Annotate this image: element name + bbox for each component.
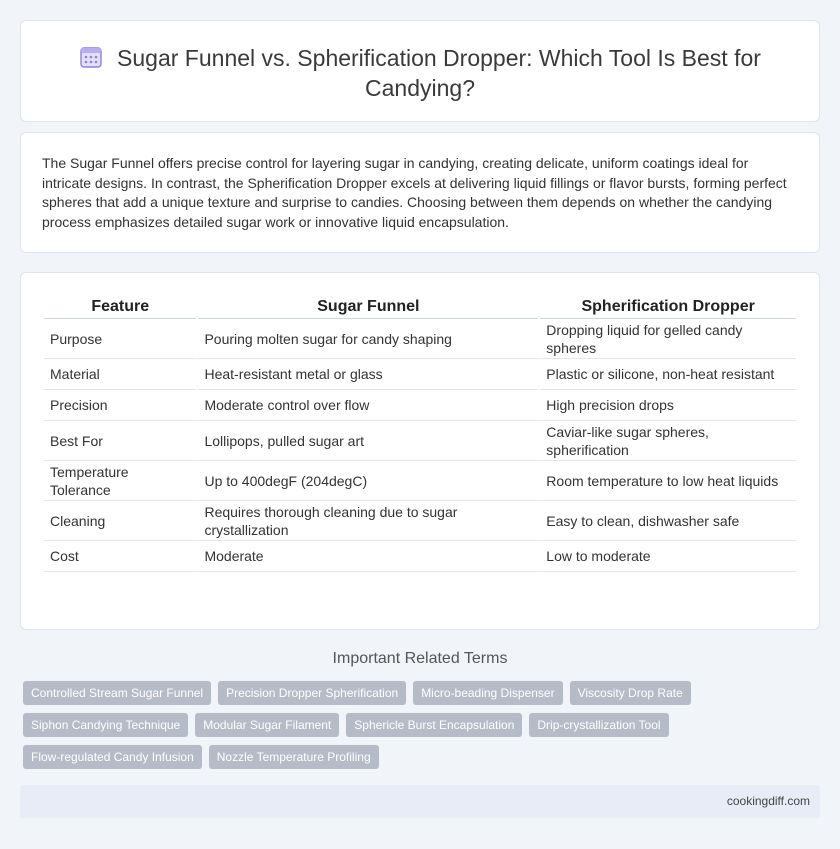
table-cell-sugar-funnel: Moderate (198, 541, 538, 572)
header-feature: Feature (44, 295, 196, 319)
table-row (44, 541, 796, 572)
related-term-tag[interactable]: Modular Sugar Filament (195, 713, 339, 737)
table-row (44, 319, 796, 359)
table-cell-feature: Cleaning (44, 501, 196, 541)
table-cell-feature: Best For (44, 421, 196, 461)
table-cell-feature: Material (44, 359, 196, 390)
comparison-table-card (20, 272, 820, 630)
header-card (20, 20, 820, 122)
table-cell-feature: Temperature Tolerance (44, 461, 196, 501)
table-cell-dropper: Low to moderate (540, 541, 796, 572)
related-term-tag[interactable]: Micro-beading Dispenser (413, 681, 562, 705)
table-cell-feature: Cost (44, 541, 196, 572)
related-term-tag[interactable]: Viscosity Drop Rate (570, 681, 691, 705)
related-term-tag[interactable]: Controlled Stream Sugar Funnel (23, 681, 211, 705)
related-term-tag[interactable]: Flow-regulated Candy Infusion (23, 745, 202, 769)
table-cell-dropper: Caviar-like sugar spheres, spherification (540, 421, 796, 461)
related-term-tag[interactable]: Siphon Candying Technique (23, 713, 188, 737)
table-cell-sugar-funnel: Pouring molten sugar for candy shaping (198, 319, 538, 359)
footer-bar (20, 785, 820, 818)
footer-site-link[interactable]: cookingdiff.com (726, 794, 810, 808)
table-cell-dropper: Easy to clean, dishwasher safe (540, 501, 796, 541)
related-term-tag[interactable]: Drip-crystallization Tool (529, 713, 668, 737)
table-cell-sugar-funnel: Moderate control over flow (198, 390, 538, 421)
related-term-tag[interactable]: Precision Dropper Spherification (218, 681, 406, 705)
table-row (44, 359, 796, 390)
related-terms-heading: Important Related Terms (332, 650, 508, 667)
table-cell-dropper: Plastic or silicone, non-heat resistant (540, 359, 796, 390)
comparison-table (42, 295, 798, 572)
intro-card (20, 132, 820, 253)
table-cell-dropper: Dropping liquid for gelled candy spheres (540, 319, 796, 359)
table-cell-feature: Precision (44, 390, 196, 421)
table-cell-dropper: High precision drops (540, 390, 796, 421)
related-term-tag[interactable]: Nozzle Temperature Profiling (209, 745, 379, 769)
table-cell-sugar-funnel: Heat-resistant metal or glass (198, 359, 538, 390)
page-title-wrap (61, 43, 779, 103)
table-cell-sugar-funnel: Up to 400degF (204degC) (198, 461, 538, 501)
table-header-row (44, 295, 796, 319)
header-sugar-funnel: Sugar Funnel (198, 295, 538, 319)
intro-paragraph: The Sugar Funnel offers precise control for layering sugar in candying, creating delicate, uniform coatings ideal for intricate designs. In contrast, the Spherification Dropper excels at delivering liquid fillings or flavor bursts, forming perfect spheres that add a unique texture and surprise to candies. Choosing between them depends on whether the candying process emphasizes detailed sugar work or innovative liquid encapsulation. (42, 155, 787, 230)
page-title: Sugar Funnel vs. Spherification Dropper: Which Tool Is Best for Candying? (117, 45, 761, 101)
table-cell-dropper: Room temperature to low heat liquids (540, 461, 796, 501)
related-terms-list (23, 681, 823, 769)
table-row (44, 461, 796, 501)
table-row (44, 501, 796, 541)
table-cell-sugar-funnel: Requires thorough cleaning due to sugar crystallization (198, 501, 538, 541)
table-cell-sugar-funnel: Lollipops, pulled sugar art (198, 421, 538, 461)
table-row (44, 421, 796, 461)
calendar-grid-icon (79, 45, 103, 69)
header-spherification-dropper: Spherification Dropper (540, 295, 796, 319)
table-row (44, 390, 796, 421)
table-cell-feature: Purpose (44, 319, 196, 359)
related-term-tag[interactable]: Sphericle Burst Encapsulation (346, 713, 522, 737)
